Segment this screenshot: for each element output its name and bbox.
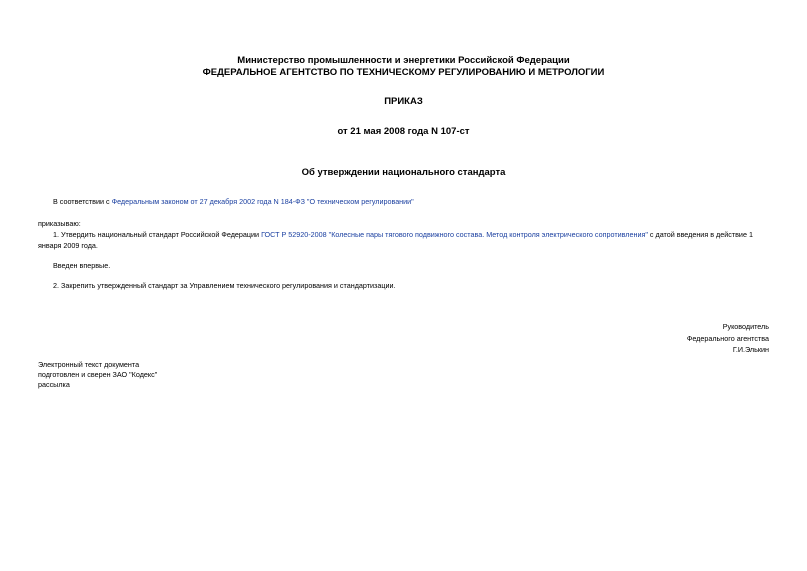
- item-1-paragraph: [38, 229, 770, 251]
- item-1-suffix: с датой введения в действие 1 января 2009 года.: [38, 230, 753, 250]
- footer-line-2: подготовлен и сверен ЗАО "Кодекс": [38, 370, 158, 379]
- footer-line-1: Электронный текст документа: [38, 360, 140, 369]
- document-type: ПРИКАЗ: [384, 96, 423, 107]
- item-1-prefix: 1. Утвердить национальный стандарт Российской Федерации: [53, 230, 262, 239]
- intro-paragraph: [53, 196, 414, 207]
- intro-prefix: В соответствии с: [53, 197, 112, 206]
- signature-organization: Федерального агентства: [686, 333, 769, 343]
- footer-note: [38, 360, 157, 390]
- document-date: от 21 мая 2008 года N 107-ст: [337, 126, 470, 137]
- item-2-paragraph: 2. Закрепить утвержденный стандарт за Управлением технического регулирования и стандартизации.: [53, 281, 396, 290]
- signature-position: Руководитель: [722, 322, 769, 331]
- order-word: приказываю:: [38, 219, 81, 228]
- document-header: [0, 55, 807, 79]
- document-subject: Об утверждении национального стандарта: [301, 167, 506, 178]
- ministry-title: Министерство промышленности и энергетики Российской Федерации: [237, 55, 570, 66]
- signature-block: [687, 321, 769, 356]
- signature-name: Г.И.Элькин: [732, 345, 769, 354]
- gost-link[interactable]: ГОСТ Р 52920-2008 "Колесные пары тягового подвижного состава. Метод контроля электрического сопротивления": [261, 230, 648, 239]
- agency-title: ФЕДЕРАЛЬНОЕ АГЕНТСТВО ПО ТЕХНИЧЕСКОМУ РЕГУЛИРОВАНИЮ И МЕТРОЛОГИИ: [202, 67, 605, 78]
- introduced-note: Введен впервые.: [53, 261, 111, 270]
- footer-line-3: рассылка: [38, 380, 70, 389]
- federal-law-link[interactable]: Федеральным законом от 27 декабря 2002 года N 184-ФЗ "О техническом регулировании": [111, 197, 414, 206]
